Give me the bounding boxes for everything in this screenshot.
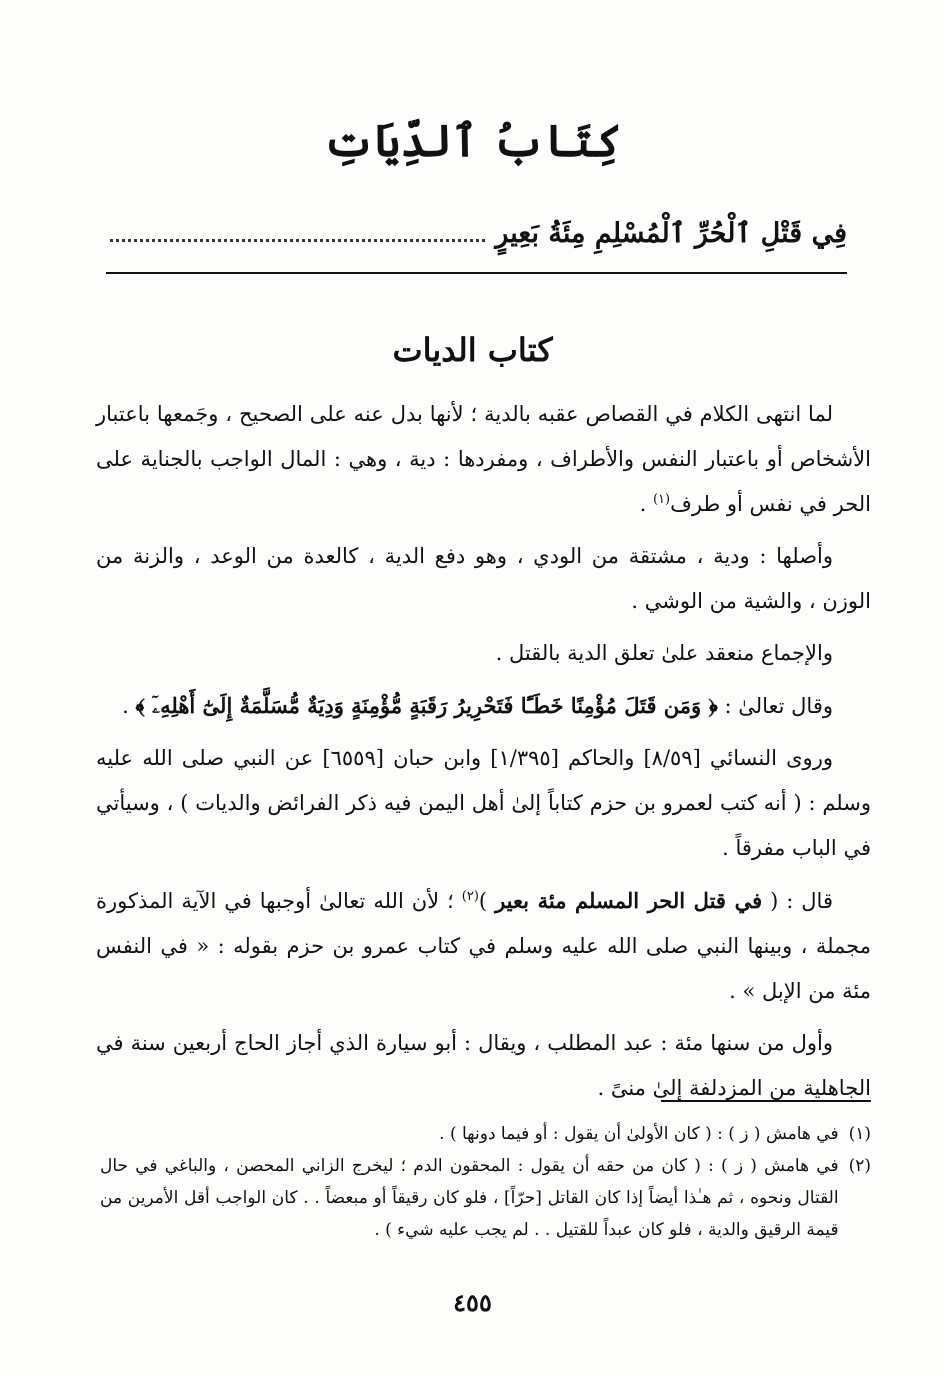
matn-text: فِي قَتْلِ ٱلْحُرِّ ٱلْمُسْلِمِ مِئَةُ بَعِيرٍ — [495, 218, 847, 249]
header-divider — [106, 272, 847, 274]
paragraph-7: وأول من سنها مئة : عبد المطلب ، ويقال : أبو سيارة الذي أجاز الحاج أربعين سنة في الجاهلية من المزدلفة إلىٰ منىً . — [96, 1031, 871, 1100]
quran-verse: ﴿ وَمَن قَتَلَ مُؤْمِنًا خَطَـًٔا فَتَحْرِيرُ رَقَبَةٍ مُّؤْمِنَةٍ وَدِيَةٌ مُّسَلَّمَةٌ إِلَىٰٓ أَهْلِهِۦٓ ﴾ — [135, 693, 718, 718]
matn-header-line — [110, 214, 847, 254]
paragraph-2: وأصلها : ودية ، مشتقة من الودي ، وهو دفع الدية ، كالعدة من الوعد ، والزنة من الوزن ، والشية من الوشي . — [96, 544, 871, 613]
paragraph-6 — [96, 878, 871, 1014]
footnote-divider — [661, 1100, 871, 1102]
paragraph-4-intro: وقال تعالىٰ : — [717, 694, 833, 718]
section-title: كتاب الديات — [392, 331, 553, 369]
footnote-text: في هامش ( ز ) : ( كان من حقه أن يقول : المحقون الدم ؛ ليخرج الزاني المحصن ، والباغي في حال القتال ونحوه ، ثم هـٰذا أيضاً إذا كان القاتل [حرّاً] ، فلو كان رقيقاً أو مبعضاً . . كان الواجب أقل الأمرين من قيمة الرقيق والدية ، فلو كان عبداً للقتيل . . لم يجب عليه شيء ) . — [100, 1156, 839, 1240]
dotted-leader — [110, 239, 485, 242]
paragraph-4 — [96, 683, 871, 729]
paragraph-5: وروى النسائي [٨/٥٩] والحاكم [١/٣٩٥] وابن حبان [٦٥٥٩] عن النبي صلى الله عليه وسلم : ( أنه كتب لعمرو بن حزم كتاباً إلىٰ أهل اليمن فيه ذكر الفرائض والديات ) ، وسيأتي في الباب مفرقاً . — [96, 746, 871, 860]
footnote-item — [100, 1150, 871, 1246]
matn-quote: في قتل الحر المسلم مئة بعير — [495, 888, 763, 913]
footnote-text: في هامش ( ز ) : ( كان الأولىٰ أن يقول : أو فيما دونها ) . — [439, 1124, 839, 1144]
footnotes — [100, 1118, 871, 1246]
paragraph-4-end: . — [122, 694, 136, 718]
footnote-item — [100, 1118, 871, 1150]
paragraph-6-intro: قال : ( — [762, 889, 833, 913]
footnote-ref-1: (١) — [652, 492, 671, 507]
page-number: ٤٥٥ — [453, 1288, 492, 1317]
paragraph-6-rest: ؛ لأن الله تعالىٰ أوجبها في الآية المذكورة مجملة ، وبينها النبي صلى الله عليه وسلم في كتاب عمرو بن حزم بقوله : « في النفس مئة من الإبل » . — [96, 889, 871, 1003]
footnote-number: (١) — [848, 1124, 871, 1144]
book-title: كِتَابُ ٱلدِّيَاتِ — [323, 116, 622, 167]
footnote-ref-2: (٢) — [461, 889, 479, 904]
paragraph-1 — [96, 392, 871, 527]
footnote-number: (٢) — [848, 1156, 871, 1176]
paragraph-6-close: ) — [478, 889, 496, 913]
paragraph-3: والإجماع منعقد علىٰ تعلق الدية بالقتل . — [495, 641, 833, 665]
paragraph-1-end: . — [639, 492, 653, 516]
main-text — [96, 392, 871, 1118]
paragraph-1-text: لما انتهى الكلام في القصاص عقبه بالدية ؛ لأنها بدل عنه على الصحيح ، وجَمعها باعتبار الأشخاص أو باعتبار النفس والأطراف ، ومفردها : دية ، وهي : المال الواجب بالجناية على الحر في نفس أو طرف — [96, 402, 871, 516]
